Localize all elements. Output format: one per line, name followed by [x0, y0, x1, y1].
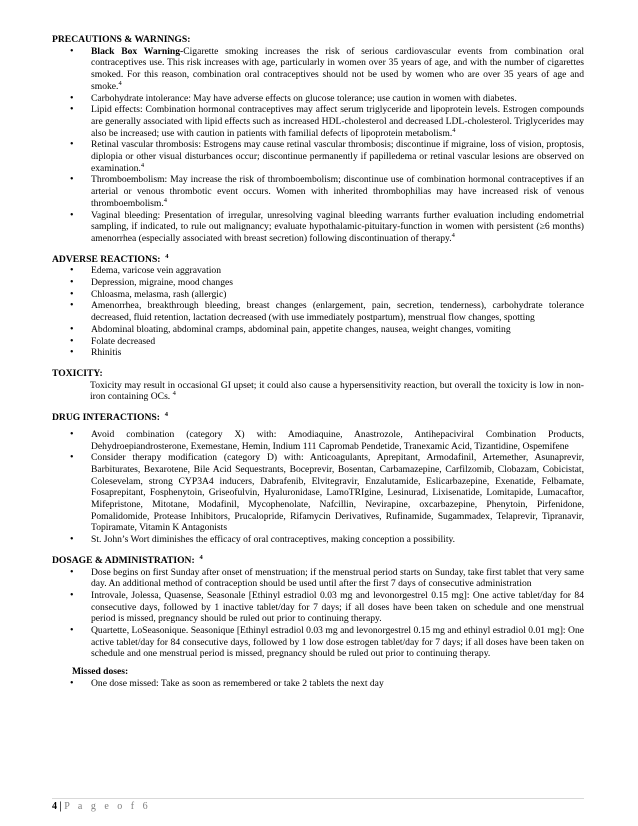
precautions-heading: PRECAUTIONS & WARNINGS:: [52, 34, 191, 45]
reference-number: 4: [164, 410, 168, 418]
list-item: [70, 104, 584, 139]
dosage-section: [52, 555, 584, 690]
list-item: • Depression, migraine, mood changes: [70, 277, 584, 289]
drug-interactions-list: [52, 429, 584, 546]
list-item: • Amenorrhea, breakthrough bleeding, breast changes (enlargement, pain, secretion, tenderness), carbohydrate tolerance decreased, fluid retention, lactation decreased (with use immediately postpartum), menstrual flow changes, spotting: [70, 300, 584, 323]
missed-doses-list: [52, 678, 584, 690]
list-item: • Consider therapy modification (category D) with: Anticoagulants, Aprepitant, Armodafinil, Artemether, Asunaprevir, Barbiturates, Bexarotene, Bile Acid Sequestrants, Boceprevir, Bosentan, Carbamazepine, Carfilzomib, Clobazam, Cobicistat, Colesevelam, strong CYP3A4 inducers, Dabrafenib, Elvitegravir, Enzalutamide, Eslicarbazepine, Exenatide, Felbamate, Fosaprepitant, Fosphenytoin, Griseofulvin, Hyaluronidase, LamoTRIgine, Lesinurad, Lixisenatide, Lomitapide, Lumacaftor, Mifepristone, Mitotane, Modafinil, Mycophenolate, Nafcillin, Nevirapine, oxcarbazepine, Phenytoin, Pirfenidone, Pomalidomide, Protease Inhibitors, Prucalopride, Rifamycin Derivatives, Rufinamide, Sugammadex, Telaprevir, Tipranavir, Topiramate, Vitamin K Antagonists: [70, 452, 584, 534]
adverse-reactions-list: [52, 265, 584, 359]
list-item-text: Thromboembolism: May increase the risk of thromboembolism; discontinue use of combination hormonal contraceptives if an arterial or venous thrombotic event occurs. Women with inherited thrombophilias may have increased risk of venous thromboembolism.: [91, 174, 584, 209]
list-item: • Quartette, LoSeasonique. Seasonique [Ethinyl estradiol 0.03 mg and levonorgestrel 0.15 mg and ethinyl estradiol 0.01 mg]: One active tablet/day for 84 consecutive days, followed by 1 low dose estrogen tablet/day for 7 days; if all doses have been taken on schedule and one menstrual period is missed, pregnancy should be ruled out prior to continuing therapy.: [70, 625, 584, 660]
list-item: [70, 139, 584, 174]
page-label: P a g e o f 6: [64, 801, 151, 812]
reference-number: 4: [452, 126, 456, 134]
adverse-reactions-heading: [52, 254, 584, 266]
list-item-text: Retinal vascular thrombosis: Estrogens may cause retinal vascular thrombosis; discontinue if migraine, loss of vision, proptosis, diplopia or other visual disturbances occur; discontinue permanently if papilledema or retinal vascular lesions are observed on examination.: [91, 139, 584, 174]
heading-text: DOSAGE & ADMINISTRATION:: [52, 554, 195, 566]
toxicity-section: [52, 368, 584, 403]
reference-number: 4: [172, 390, 176, 398]
heading-text: DRUG INTERACTIONS:: [52, 412, 160, 424]
heading-text: ADVERSE REACTIONS:: [52, 253, 161, 265]
list-item: [70, 93, 584, 105]
list-item: [70, 210, 584, 245]
list-item: • Edema, varicose vein aggravation: [70, 265, 584, 277]
reference-number: 4: [118, 79, 122, 87]
list-item: • St. John’s Wort diminishes the efficacy of oral contraceptives, making conception a possibility.: [70, 534, 584, 546]
list-item: [70, 46, 584, 93]
drug-interactions-heading: [52, 412, 584, 424]
list-item-text: Cigarette smoking increases the risk of serious cardiovascular events from combination oral contraceptives use. This risk increases with age, particularly in women over 35 years of age, and with the number of cigarettes smoked. For this reason, combination oral contraceptives should not be used by women who are over 35 years of age and smoke.: [91, 45, 584, 92]
list-item-text: Vaginal bleeding: Presentation of irregular, unresolving vaginal bleeding warrants further evaluation including endometrial sampling, if indicated, to rule out malignancy; evaluate hypothalamic-pituitary-function in women with persistent (≥6 months) amenorrhea (especially associated with breast secretion) following discontinuation of therapy.: [91, 209, 584, 244]
missed-doses-heading: Missed doses:: [72, 666, 129, 678]
adverse-reactions-section: [52, 254, 584, 359]
black-box-label: Black Box Warning-: [91, 45, 184, 57]
list-item: • Introvale, Jolessa, Quasense, Seasonale [Ethinyl estradiol 0.03 mg and levonorgestrel 0.15 mg]: One active tablet/day for 84 consecutive days, followed by 1 inactive tablet/day for 7 days; if all doses have been taken on schedule and one menstrual period is missed, pregnancy should be ruled out prior to continuing therapy.: [70, 590, 584, 625]
page-footer: [52, 798, 584, 812]
page-content: [52, 34, 584, 699]
reference-number: 4: [451, 231, 455, 239]
toxicity-text: [52, 380, 584, 403]
reference-number: 4: [165, 252, 169, 260]
precautions-list: [52, 46, 584, 245]
list-item: • Abdominal bloating, abdominal cramps, abdominal pain, appetite changes, nausea, weight changes, vomiting: [70, 324, 584, 336]
list-item: • Dose begins on first Sunday after onset of menstruation; if the menstrual period starts on Sunday, take first tablet that very same day. An additional method of contraception should be used until after the first 7 days of consecutive administration: [70, 567, 584, 590]
reference-number: 4: [163, 196, 167, 204]
reference-number: 4: [199, 553, 203, 561]
toxicity-body: Toxicity may result in occasional GI upset; it could also cause a hypersensitivity reaction, but overall the toxicity is low in non-iron containing OCs.: [90, 379, 584, 403]
drug-interactions-section: [52, 412, 584, 546]
list-item: • Avoid combination (category X) with: Amodiaquine, Anastrozole, Antihepaciviral Combination Products, Dehydroepiandrosterone, Exemestane, Hemin, Indium 111 Capromab Pendetide, Tranexamic Acid, Tizantidine, Ospemifene: [70, 429, 584, 452]
list-item: • Folate decreased: [70, 336, 584, 348]
list-item: • Chloasma, melasma, rash (allergic): [70, 289, 584, 301]
list-item: • One dose missed: Take as soon as remembered or take 2 tablets the next day: [70, 678, 584, 690]
list-item-text: Lipid effects: Combination hormonal contraceptives may affect serum triglyceride and lipoprotein levels. Estrogen compounds are generally associated with lipid effects such as increased HDL-cholesterol and decreased LDL-cholesterol. Triglycerides may also be increased; use with caution in patients with familial defects of lipoprotein metabolism.: [91, 104, 584, 139]
footer-separator: |: [59, 801, 62, 812]
list-item-text: Carbohydrate intolerance: May have adverse effects on glucose tolerance; use caution in women with diabetes.: [91, 92, 517, 104]
dosage-list: [52, 567, 584, 661]
toxicity-heading: TOXICITY:: [52, 367, 103, 379]
dosage-heading: [52, 555, 584, 567]
page-number: 4: [52, 801, 57, 812]
precautions-section: [52, 34, 584, 245]
list-item: • Rhinitis: [70, 347, 584, 359]
list-item: [70, 174, 584, 209]
reference-number: 4: [140, 161, 145, 169]
